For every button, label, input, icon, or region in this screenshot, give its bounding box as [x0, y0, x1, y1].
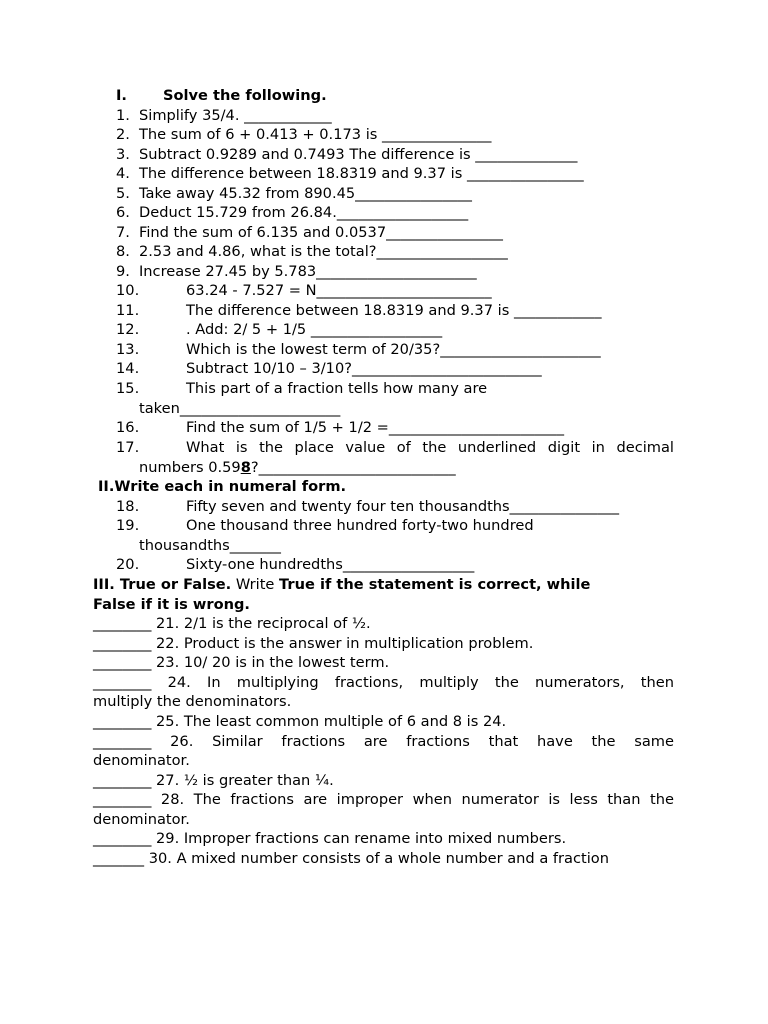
item-text: One thousand three hundred forty-two hundred: [186, 517, 534, 534]
underlined-digit: 8: [240, 459, 251, 476]
item-number: 14.: [116, 360, 140, 377]
item-number: 5.: [116, 185, 130, 202]
heading-bold: True if the statement is correct, while: [279, 576, 591, 593]
cont-pre: numbers 0.59: [139, 459, 241, 476]
item-text: Sixty-one hundredths__________________: [186, 556, 475, 573]
item-text: Deduct 15.729 from 26.84.__________________: [139, 204, 469, 221]
section3-heading-line2: False if it is wrong.: [93, 596, 250, 613]
heading-bold: III. True or False.: [93, 576, 232, 593]
item-number: 13.: [116, 341, 140, 358]
item-number: 16.: [116, 419, 140, 436]
item-text: 63.24 - 7.527 = N________________________: [186, 282, 492, 299]
item-text: 2.53 and 4.86, what is the total?__________________: [139, 243, 508, 260]
item-text: Simplify 35/4. ____________: [139, 107, 332, 124]
tf-item: ________ 24. In multiplying fractions, multiply the numerators, then: [93, 674, 674, 691]
item-number: 7.: [116, 224, 130, 241]
item-text: . Add: 2/ 5 + 1/5 __________________: [186, 321, 443, 338]
item-text: Find the sum of 6.135 and 0.0537________________: [139, 224, 503, 241]
item-number: 1.: [116, 107, 130, 124]
section1-numeral: I.: [116, 87, 127, 104]
item-text: The sum of 6 + 0.413 + 0.173 is _______________: [139, 126, 492, 143]
tf-item-continuation: denominator.: [93, 752, 190, 769]
item-text: What is the place value of the underlined digit in decimal: [186, 439, 674, 456]
tf-item-continuation: multiply the denominators.: [93, 693, 292, 710]
item-number: 8.: [116, 243, 130, 260]
section3-heading: [93, 575, 590, 594]
item-text: Subtract 0.9289 and 0.7493 The difference is ______________: [139, 146, 578, 163]
tf-item: ________ 21. 2/1 is the reciprocal of ½.: [93, 615, 371, 632]
item-continuation: thousandths_______: [139, 537, 281, 554]
heading-plain: Write: [231, 576, 280, 593]
item-number: 12.: [116, 321, 140, 338]
item-number: 10.: [116, 282, 140, 299]
tf-item: _______ 30. A mixed number consists of a whole number and a fraction: [93, 850, 609, 867]
item-number: 19.: [116, 517, 140, 534]
cont-post: ?___________________________: [250, 459, 456, 476]
tf-item-continuation: denominator.: [93, 811, 190, 828]
item-text: The difference between 18.8319 and 9.37 is ________________: [139, 165, 584, 182]
item-text: Increase 27.45 by 5.783______________________: [139, 263, 477, 280]
item-number: 3.: [116, 146, 130, 163]
section1-heading: Solve the following.: [163, 87, 327, 104]
item-text: Take away 45.32 from 890.45________________: [139, 185, 472, 202]
item-number: 11.: [116, 302, 140, 319]
item-continuation: [139, 458, 456, 477]
item-text: Fifty seven and twenty four ten thousandths_______________: [186, 498, 620, 515]
tf-item: ________ 26. Similar fractions are fractions that have the same: [93, 733, 674, 750]
tf-item: ________ 28. The fractions are improper when numerator is less than the: [93, 791, 674, 808]
item-number: 6.: [116, 204, 130, 221]
item-continuation: taken______________________: [139, 400, 341, 417]
section2-heading: II.Write each in numeral form.: [98, 478, 347, 495]
item-text: The difference between 18.8319 and 9.37 is ____________: [186, 302, 602, 319]
item-number: 20.: [116, 556, 140, 573]
item-number: 2.: [116, 126, 130, 143]
tf-item: ________ 22. Product is the answer in multiplication problem.: [93, 635, 534, 652]
item-text: Find the sum of 1/5 + 1/2 =________________________: [186, 419, 565, 436]
item-number: 17.: [116, 439, 140, 456]
item-number: 18.: [116, 498, 140, 515]
tf-item: ________ 25. The least common multiple of 6 and 8 is 24.: [93, 713, 507, 730]
item-text: Subtract 10/10 – 3/10?__________________________: [186, 360, 542, 377]
item-number: 15.: [116, 380, 140, 397]
tf-item: ________ 23. 10/ 20 is in the lowest term.: [93, 654, 390, 671]
item-number: 9.: [116, 263, 130, 280]
tf-item: ________ 27. ½ is greater than ¼.: [93, 772, 334, 789]
item-text: This part of a fraction tells how many are: [186, 380, 488, 397]
tf-item: ________ 29. Improper fractions can rename into mixed numbers.: [93, 830, 567, 847]
item-text: Which is the lowest term of 20/35?______________________: [186, 341, 601, 358]
item-number: 4.: [116, 165, 130, 182]
